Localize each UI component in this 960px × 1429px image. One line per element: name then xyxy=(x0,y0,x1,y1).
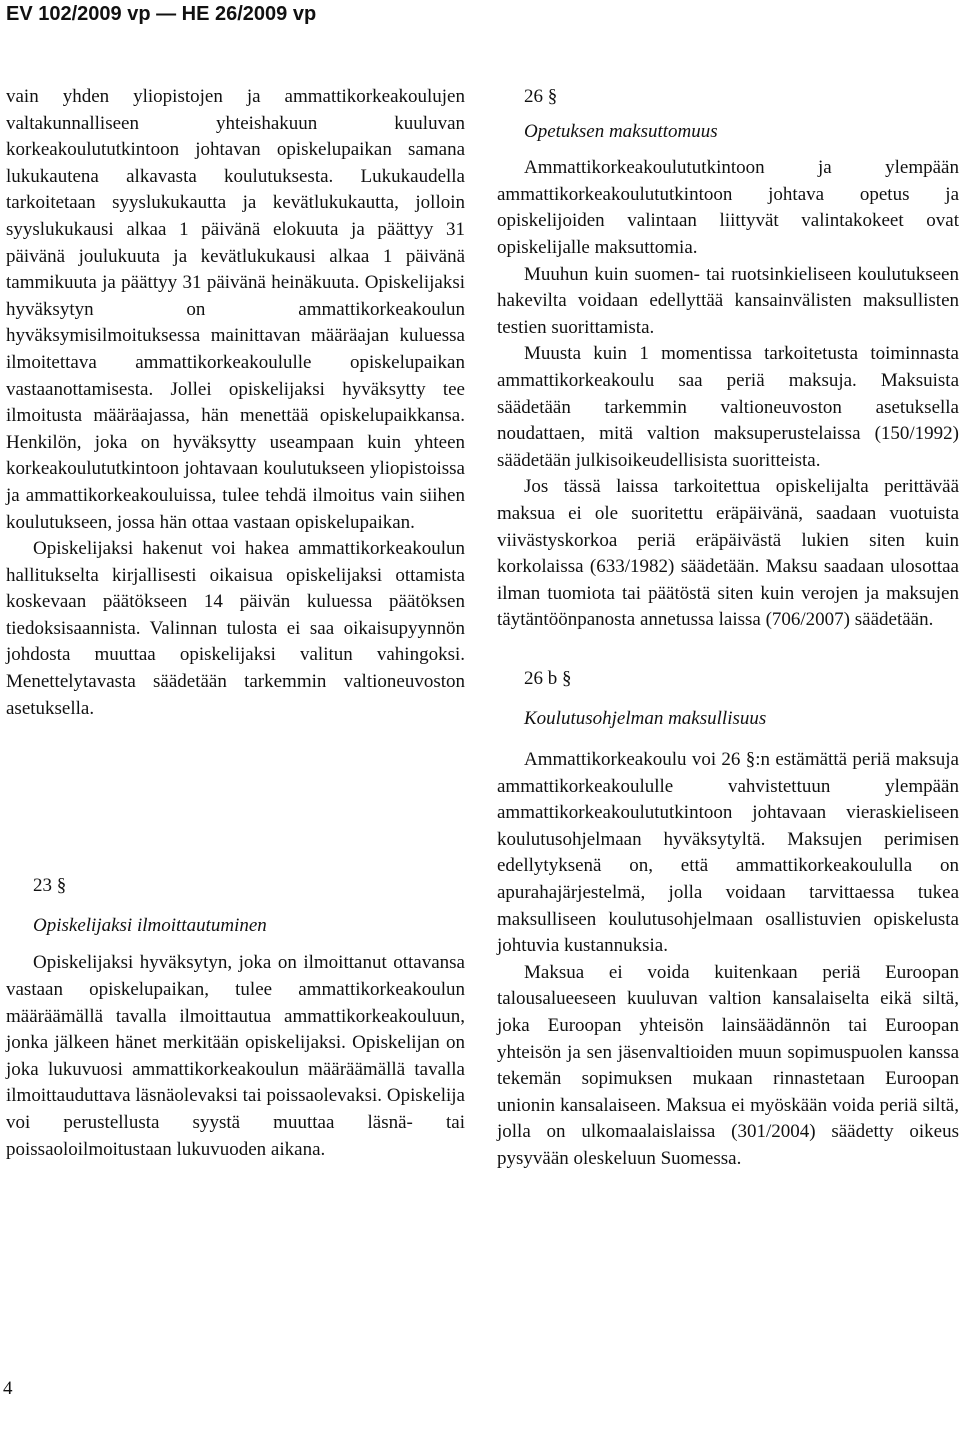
spacer xyxy=(6,939,465,950)
paragraph: Jos tässä laissa tarkoitettua opiskelijalta perittävää maksua ei ole suoritettu eräpäivänä, saadaan vuotuista viivästyskorkoa periä eräpäivästä lukien siten kuin korkolaissa (633/1982) säädetään. Maksu saadaan ulosottaa ilman tuomiota tai päätöstä siten kuin verojen ja maksujen täytäntöönpanosta annetussa laissa (706/2007) säädetään. xyxy=(497,476,959,631)
paragraph: Maksua ei voida kuitenkaan periä Euroopan talousalueeseen kuuluvan valtion kansalaiselta eikä siltä, joka Euroopan yhteisön lainsäädännön tai Euroopan yhteisön ja sen jäsenvaltioiden muun sopimuspuolen kanssa tekemän sopimuksen mukaan rinnastetaan Euroopan unionin kansalaiseen. Maksua ei myöskään voida periä siltä, jolla on ulkomaalaislaissa (301/2004) säädetty oikeus pysyvään oleskeluun Suomessa. xyxy=(497,961,959,1169)
page-number: 4 xyxy=(3,1378,13,1399)
paragraph: vain yhden yliopistojen ja ammattikorkeakoulujen valtakunnalliseen yhteishakuun kuuluvan korkeakoulututkintoon johtavan opiskelupaikan samana lukukautena alkavasta koulutuksesta. Lukukaudella tarkoitetaan syyslukukautta ja kevätlukukautta, jolloin syyslukukausi alkaa 1 päivänä elokuuta ja päättyy 31 päivänä joulukuuta ja kevätlukukausi alkaa 1 päivänä tammikuuta ja päättyy 31 päivänä heinäkuuta. Opiskelijaksi hyväksytyn on ammattikorkeakoulun hyväksymisilmoituksessa mainittavan määräajan kuluessa ilmoitettava ammattikorkeakoululle opiskelupaikan vastaanottamisesta. Jollei opiskelijaksi hyväksytty tee ilmoitusta määräajassa, hän menettää opiskelupaikkansa. Henkilön, joka on hyväksytty useampaan kuin yhteen korkeakoulututkintoon johtavaan koulutukseen yliopistoissa ja ammattikorkeakouluissa, tulee tehdä ilmoitus vain siihen koulutukseen, jossa hän ottaa vastaan opiskelupaikan. xyxy=(6,86,465,533)
spacer xyxy=(6,900,465,913)
section-title: Opiskelijaksi ilmoittautuminen xyxy=(33,914,267,936)
paragraph: Opiskelijaksi hyväksytyn, joka on ilmoittanut ottavansa vastaan opiskelupaikan, tulee ammattikorkeakoulun määräämällä tavalla ilmoittautua ammattikorkeakouluun, jonka jälkeen hänet merkitään opiskelijaksi. Opiskelijan on joka lukuvuosi ammattikorkeakoulun määräämällä tavalla ilmoittauduttava läsnäolevaksi tai poissaolevaksi. Opiskelija voi perustellusta syystä muuttaa läsnä- tai poissaoloilmoitustaan lukuvuoden aikana. xyxy=(6,952,465,1160)
spacer xyxy=(497,733,959,747)
paragraph: Opiskelijaksi hakenut voi hakea ammattikorkeakoulun hallitukselta kirjallisesti oikaisua opiskelijaksi ottamista koskevaan päätökseen 14 päivän kuluessa päätöksen tiedoksisaannista. Valinnan tulosta ei saa oikaisupyynnön johdosta muuttaa opiskelijaksi valitun vahingoksi. Menettelytavasta säädetään tarkemmin valtioneuvoston asetuksella. xyxy=(6,538,465,719)
paragraph: Muuhun kuin suomen- tai ruotsinkieliseen koulutukseen hakevilta voidaan edellyttää kansainvälisten maksullisten testien suorittamista. xyxy=(497,263,959,338)
paragraph: Ammattikorkeakoulu voi 26 §:n estämättä periä maksuja ammattikorkeakoululle vahvistettuun ylempään ammattikorkeakoulututkintoon johtavaan vieraskieliseen koulutusohjelmaan hyväksytyltä. Maksujen perimisen edellytyksenä on, että ammattikorkeakoululla on apurahajärjestelmä, jolla voidaan tarvittaessa tukea maksulliseen koulutusohjelmaan osallistuvien opiskelusta johtuvia kustannuksia. xyxy=(497,749,959,957)
spacer xyxy=(497,692,959,706)
page-header: EV 102/2009 vp — HE 26/2009 vp xyxy=(6,3,317,25)
paragraph: Muusta kuin 1 momentissa tarkoitetusta toiminnasta ammattikorkeakoulu saa periä maksuja. Maksuista säädetään tarkemmin valtioneuvoston asetuksella noudattaen, mitä valtion maksuperustelaissa (150/1992) säädetään julkisoikeudellisista suoritteista. xyxy=(497,343,959,471)
spacer xyxy=(497,111,959,119)
paragraph: Ammattikorkeakoulututkintoon ja ylempään ammattikorkeakoulututkintoon johtava opetus ja opiskelijoiden valintaan liittyvät valintakokeet ovat opiskelijalle maksuttomia. xyxy=(497,157,959,258)
section-number: 26 b § xyxy=(524,667,572,689)
section-number: 23 § xyxy=(33,875,67,897)
spacer xyxy=(497,145,959,155)
left-column xyxy=(6,84,465,1163)
section-title: Opetuksen maksuttomuus xyxy=(524,120,718,142)
right-column xyxy=(497,84,959,1173)
section-title: Koulutusohjelman maksullisuus xyxy=(524,708,767,730)
spacer xyxy=(497,634,959,666)
section-number: 26 § xyxy=(524,86,558,107)
spacer xyxy=(6,722,465,873)
